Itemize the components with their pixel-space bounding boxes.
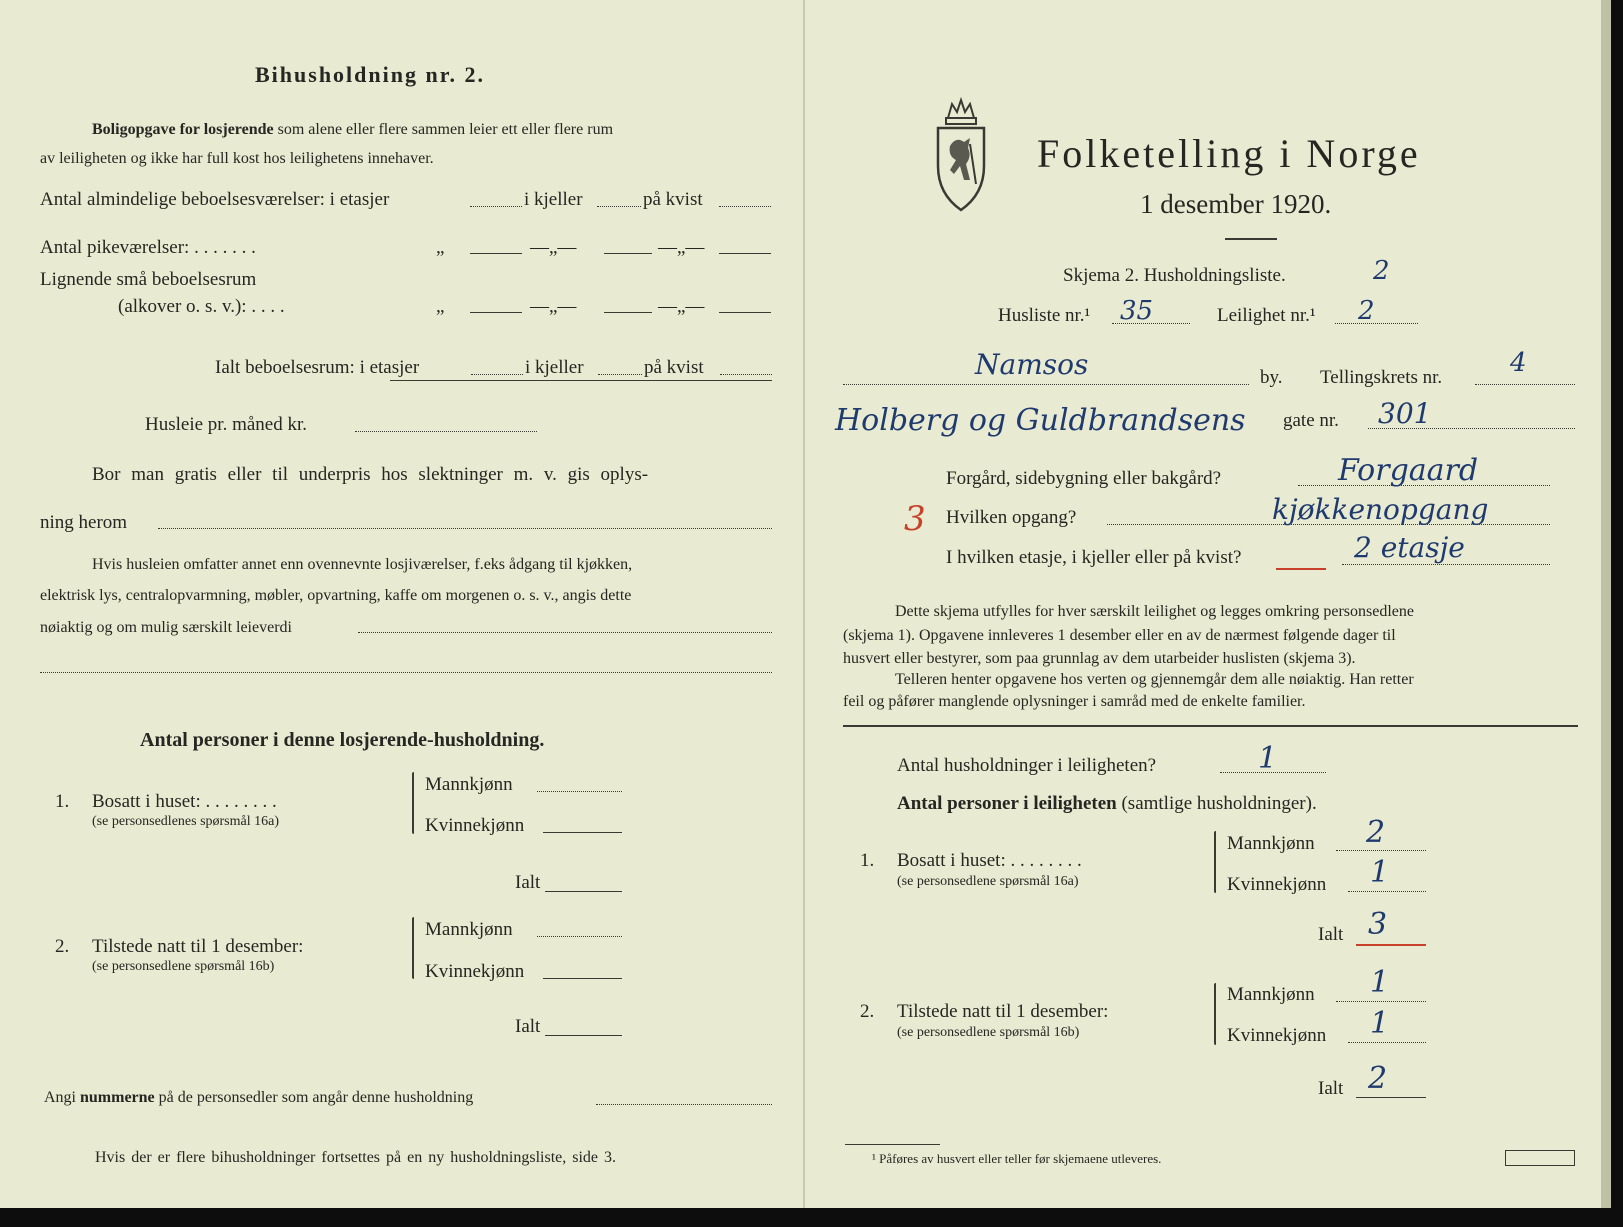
lignende-field-3 [719,312,771,313]
lignende-ditto-3: —„— [658,296,705,317]
tellingskrets-label: Tellingskrets nr. [1320,367,1443,388]
right-q2-sub: (se personsedlene spørsmål 16b) [897,1025,1080,1040]
leilighet-label: Leilighet nr.¹ [1217,305,1316,326]
hvis-line-2: elektrisk lys, centralopvarmning, møbler, opvartning, kaffe om morgenen o. s. v., angis dette [40,587,632,604]
right-q1-num: 1. [860,850,875,871]
intro-rest: som alene eller flere sammen leier ett eller flere rum [277,121,614,138]
rooms-kvist-field [719,206,771,207]
left-q2-kvinne-field [543,978,622,979]
forgard-value: Forgaard [1338,453,1479,488]
lignende-ditto-2: —„— [530,296,577,317]
etasje-field [1342,564,1550,565]
rooms-kjeller-label: i kjeller [524,189,583,210]
opgang-value: kjøkkenopgang [1272,493,1489,526]
info-line-3: husvert eller bestyrer, som paa grunnlag av dem utarbeider huslisten (skjema 3). [843,650,1356,667]
husleie-label: Husleie pr. måned kr. [145,414,307,435]
left-title: Bihusholdning nr. 2. [255,62,485,87]
ialt-rum-label: Ialt beboelsesrum: i etasjer [215,357,420,378]
intro-bold: Boligopgave for losjerende [92,121,274,138]
right-q2-mann-label: Mannkjønn [1227,984,1315,1005]
gratis-line-2: ning herom [40,512,128,533]
ialt-kvist-field [720,374,772,375]
left-q1-mann-label: Mannkjønn [425,774,513,795]
right-antal-heading [897,794,1317,813]
right-q1-mann-value: 2 [1366,815,1386,850]
right-q2-ialt-label: Ialt [1318,1078,1344,1099]
hush-value: 1 [1258,741,1278,776]
by-value: Namsos [975,348,1089,381]
info-line-2: (skjema 1). Opgavene innleveres 1 desember eller en av de nærmest følgende dager til [843,627,1396,644]
ialt-underline [390,380,772,381]
angi-line [44,1090,473,1106]
intro-line-2: av leiligheten og ikke har full kost hos leilighetens innehaver. [40,150,434,167]
page-fold [803,0,805,1208]
lignende-field-2 [604,312,652,313]
title-rule [1225,238,1277,240]
lignende-label-1: Lignende små beboelsesrum [40,269,257,290]
info-line-4: Telleren henter opgavene hos verten og gjennemgår dem alle nøiaktig. Han retter [895,671,1414,688]
pike-ditto: „ [436,237,445,258]
hvis-line-3: nøiaktig og om mulig særskilt leieverdi [40,619,292,636]
left-q1-kvinne-field [543,832,622,833]
right-q2-mann-value: 1 [1370,965,1390,1000]
forgard-label: Forgård, sidebygning eller bakgård? [946,468,1222,489]
rooms-label: Antal almindelige beboelsesværelser: i etasjer [40,189,390,210]
section-rule [843,725,1578,727]
pike-field-2 [604,253,652,254]
left-footer: Hvis der er flere bihusholdninger fortsettes på en ny husholdningsliste, side 3. [95,1149,617,1166]
right-q2-kvinne-label: Kvinnekjønn [1227,1025,1327,1046]
left-q2-label: Tilstede natt til 1 desember: [92,936,304,957]
tellingskrets-field [1475,384,1575,385]
info-line-5: feil og påfører manglende oplysninger i samråd med de enkelte familier. [843,693,1306,710]
ialt-etasjer-field [471,374,523,375]
footnote: ¹ Påføres av husvert eller teller før skjemaene utleveres. [872,1151,1162,1166]
left-q2-sub: (se personsedlene spørsmål 16b) [92,959,275,974]
left-q1-label: Bosatt i huset: . . . . . . . . [92,791,277,812]
skjema-label: Skjema 2. Husholdningsliste. [1063,265,1286,286]
right-q1-ialt-value: 3 [1368,907,1388,942]
rooms-kjeller-field [597,206,641,207]
leilighet-field [1335,323,1418,324]
gate-nr-value: 301 [1378,397,1432,430]
left-antal-heading: Antal personer i denne losjerende-husholdning. [140,729,545,751]
pike-label: Antal pikeværelser: . . . . . . . [40,237,256,258]
right-q2-num: 2. [860,1001,875,1022]
right-antal-bold: Antal personer i leiligheten [897,793,1117,814]
left-q1-kvinne-label: Kvinnekjønn [425,815,525,836]
right-q2-brace [1214,983,1216,1045]
gate-label: gate nr. [1283,410,1339,431]
lignende-field-1 [470,312,522,313]
right-q1-kvinne-label: Kvinnekjønn [1227,874,1327,895]
left-q1-ialt-field [545,891,622,892]
right-q2-ialt-field [1356,1097,1426,1098]
left-q2-mann-label: Mannkjønn [425,919,513,940]
angi-pre: Angi [44,1089,76,1106]
right-q1-brace [1214,831,1216,893]
leieverdi-field [358,632,772,633]
by-field [843,384,1249,385]
hvis-line-1: Hvis husleien omfatter annet enn ovennevnte losjiværelser, f.eks ådgang til kjøkken, [92,556,633,573]
right-title: Folketelling i Norge [1037,131,1421,176]
norwegian-coat-of-arms-icon [930,96,992,214]
rooms-etasjer-field [470,206,522,207]
etasje-label: I hvilken etasje, i kjeller eller på kvist? [946,547,1242,568]
right-antal-rest: (samtlige husholdninger). [1121,793,1317,814]
left-q2-ialt-field [545,1035,622,1036]
left-q1-brace [412,772,414,834]
right-q1-mann-label: Mannkjønn [1227,833,1315,854]
intro-line-1 [92,122,613,138]
right-q2-kvinne-field [1348,1042,1426,1043]
ialt-kjeller-label: i kjeller [525,357,584,378]
hush-field [1220,772,1326,773]
angi-post: på de personsedler som angår denne husholdning [158,1089,474,1106]
right-q2-kvinne-value: 1 [1370,1006,1390,1041]
skjema-value: 2 [1373,256,1390,286]
blank-line [40,672,772,673]
right-q1-sub: (se personsedlene spørsmål 16a) [897,874,1079,889]
right-q2-ialt-value: 2 [1368,1061,1388,1096]
lignende-ditto: „ [436,296,445,317]
left-q2-num: 2. [55,936,70,957]
gate-nr-field [1368,428,1575,429]
right-q1-kvinne-value: 1 [1370,855,1390,890]
opgang-field [1107,524,1550,525]
opgang-mark: 3 [904,499,926,539]
printer-stamp [1505,1150,1575,1166]
footnote-rule [845,1144,940,1145]
husliste-field [1112,323,1190,324]
leilighet-value: 2 [1358,296,1375,326]
right-q1-mann-field [1336,850,1426,851]
husliste-value: 35 [1120,296,1154,326]
gate-value: Holberg og Guldbrandsens [835,403,1246,438]
left-q1-mann-field [537,791,622,792]
pike-field-3 [719,253,771,254]
left-q2-kvinne-label: Kvinnekjønn [425,961,525,982]
gratis-line-1: Bor man gratis eller til underpris hos slektninger m. v. gis oplys- [92,464,649,485]
forgard-field [1298,485,1550,486]
info-line-1: Dette skjema utfylles for hver særskilt leilighet og legges omkring personsedlene [895,603,1414,620]
husliste-label: Husliste nr.¹ [998,305,1091,326]
left-q2-brace [412,917,414,979]
right-q1-ialt-label: Ialt [1318,924,1344,945]
angi-field [596,1104,772,1105]
page-stub [1601,0,1611,1208]
pike-field-1 [470,253,522,254]
left-q1-num: 1. [55,791,70,812]
left-q1-sub: (se personsedlenes spørsmål 16a) [92,814,280,829]
hush-label: Antal husholdninger i leiligheten? [897,755,1157,776]
pike-ditto-2: —„— [530,237,577,258]
etasje-value: 2 etasje [1354,531,1465,564]
gratis-field [158,528,772,529]
right-q1-kvinne-field [1348,891,1426,892]
rooms-kvist-label: på kvist [643,189,703,210]
left-q1-ialt-label: Ialt [515,872,541,893]
ialt-kvist-label: på kvist [644,357,704,378]
tellingskrets-value: 4 [1510,348,1527,378]
lignende-label-2: (alkover o. s. v.): . . . . [118,296,285,317]
right-q2-mann-field [1336,1001,1426,1002]
right-q1-ialt-field [1356,944,1426,946]
husleie-field [355,431,537,432]
right-q2-label: Tilstede natt til 1 desember: [897,1001,1109,1022]
angi-bold: nummerne [80,1089,155,1106]
census-date: 1 desember 1920. [1140,189,1332,219]
right-q1-label: Bosatt i huset: . . . . . . . . [897,850,1082,871]
left-q2-mann-field [537,936,622,937]
kvist-red-underline [1276,568,1326,570]
left-q2-ialt-label: Ialt [515,1016,541,1037]
pike-ditto-3: —„— [658,237,705,258]
ialt-kjeller-field [598,374,642,375]
by-label: by. [1260,367,1283,388]
opgang-label: Hvilken opgang? [946,507,1077,528]
